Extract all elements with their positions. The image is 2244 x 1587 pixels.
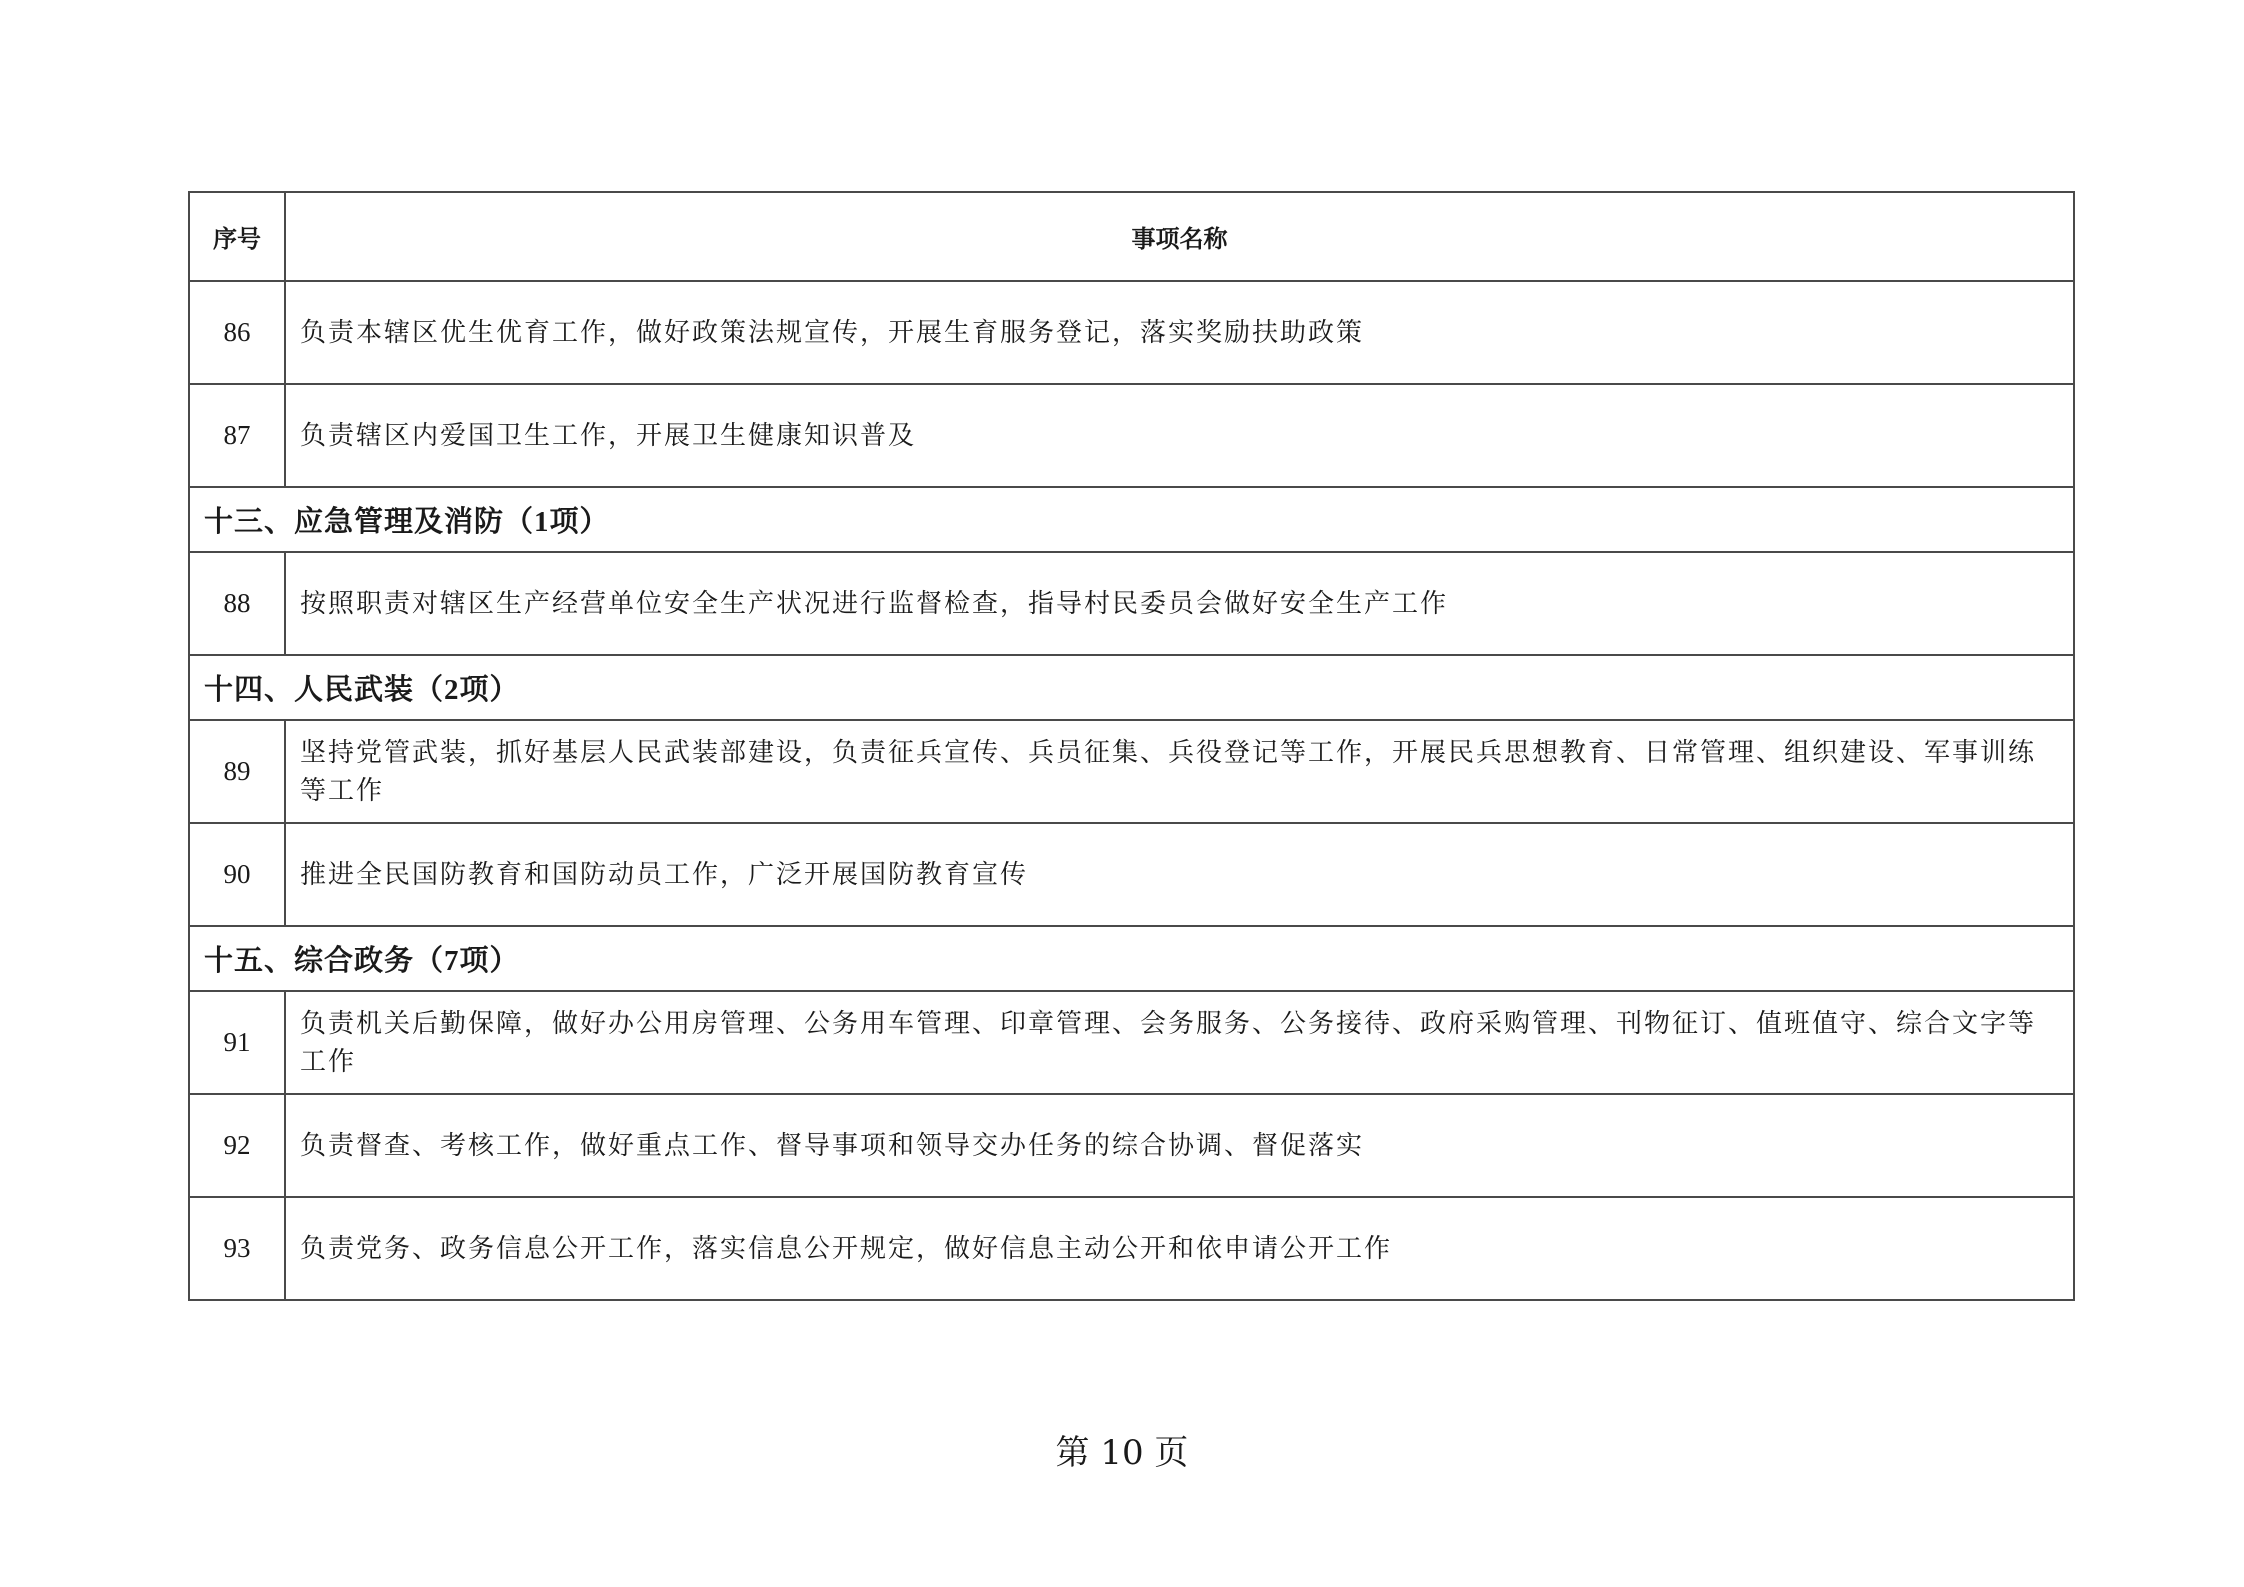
section-heading bbox=[189, 487, 2074, 552]
item-name: 负责机关后勤保障，做好办公用房管理、公务用车管理、印章管理、会务服务、公务接待、政府采购管理、刊物征订、值班值守、综合文字等工作 bbox=[285, 991, 2074, 1094]
item-name: 按照职责对辖区生产经营单位安全生产状况进行监督检查，指导村民委员会做好安全生产工作 bbox=[285, 552, 2074, 655]
item-number: 88 bbox=[189, 552, 285, 655]
section-item-count: 7 bbox=[444, 945, 460, 977]
item-name: 负责党务、政务信息公开工作，落实信息公开规定，做好信息主动公开和依申请公开工作 bbox=[285, 1197, 2074, 1300]
table-row bbox=[189, 720, 2074, 823]
item-number: 92 bbox=[189, 1094, 285, 1197]
page-number: 第 10 页 bbox=[1055, 1433, 1189, 1473]
section-heading bbox=[189, 655, 2074, 720]
item-name: 负责本辖区优生优育工作，做好政策法规宣传，开展生育服务登记，落实奖励扶助政策 bbox=[285, 281, 2074, 384]
table-row bbox=[189, 552, 2074, 655]
section-heading-row bbox=[189, 655, 2074, 720]
table-row bbox=[189, 1094, 2074, 1197]
item-name: 负责辖区内爱国卫生工作，开展卫生健康知识普及 bbox=[285, 384, 2074, 487]
table-row bbox=[189, 1197, 2074, 1300]
table-row bbox=[189, 384, 2074, 487]
section-title: 十五、综合政务（ bbox=[204, 943, 445, 977]
item-number: 87 bbox=[189, 384, 285, 487]
section-title-suffix: 项） bbox=[549, 504, 610, 538]
table-row bbox=[189, 823, 2074, 926]
item-number: 90 bbox=[189, 823, 285, 926]
section-heading-row bbox=[189, 487, 2074, 552]
section-title-suffix: 项） bbox=[459, 943, 520, 977]
section-item-count: 2 bbox=[444, 674, 460, 706]
section-heading bbox=[189, 926, 2074, 991]
column-header-name: 事项名称 bbox=[285, 192, 2074, 281]
section-title: 十三、应急管理及消防（ bbox=[204, 504, 535, 538]
item-name: 负责督查、考核工作，做好重点工作、督导事项和领导交办任务的综合协调、督促落实 bbox=[285, 1094, 2074, 1197]
items-table bbox=[188, 191, 2075, 1301]
item-number: 91 bbox=[189, 991, 285, 1094]
section-heading-row bbox=[189, 926, 2074, 991]
item-name: 坚持党管武装，抓好基层人民武装部建设，负责征兵宣传、兵员征集、兵役登记等工作，开展民兵思想教育、日常管理、组织建设、军事训练等工作 bbox=[285, 720, 2074, 823]
table-row bbox=[189, 281, 2074, 384]
item-number: 93 bbox=[189, 1197, 285, 1300]
item-number: 86 bbox=[189, 281, 285, 384]
section-title-suffix: 项） bbox=[459, 672, 520, 706]
table-header-row bbox=[189, 192, 2074, 281]
section-item-count: 1 bbox=[534, 506, 550, 538]
table-row bbox=[189, 991, 2074, 1094]
table-body bbox=[189, 281, 2074, 1300]
column-header-number: 序号 bbox=[189, 192, 285, 281]
section-title: 十四、人民武装（ bbox=[204, 672, 445, 706]
item-name: 推进全民国防教育和国防动员工作，广泛开展国防教育宣传 bbox=[285, 823, 2074, 926]
item-number: 89 bbox=[189, 720, 285, 823]
